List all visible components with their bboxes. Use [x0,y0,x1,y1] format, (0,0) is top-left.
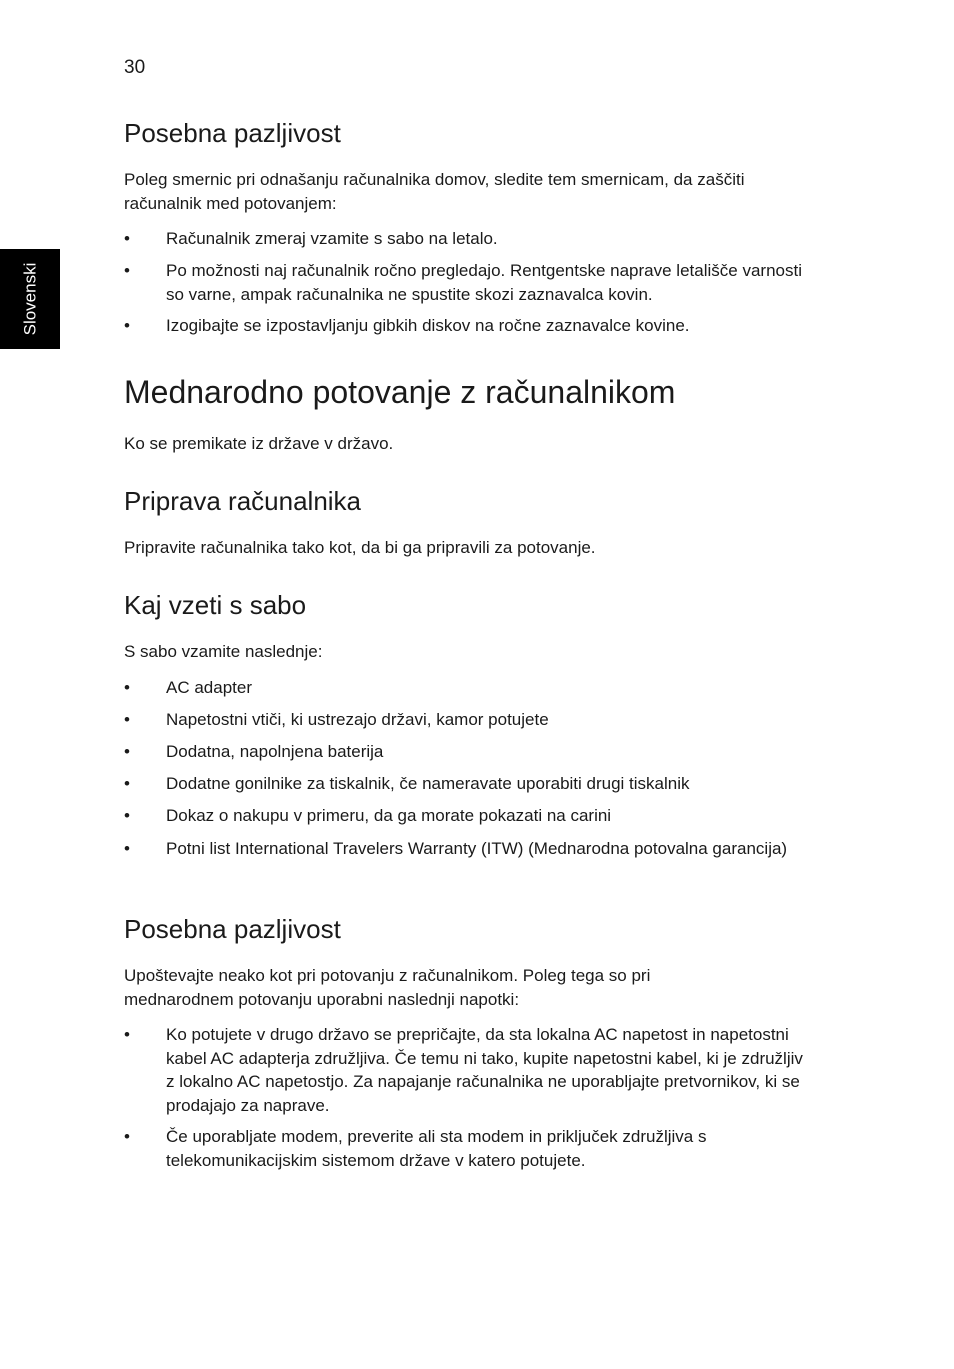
section-intro: Poleg smernic pri odnašanju računalnika domov, sledite tem smernicam, da zaščiti računalnik med potovanjem: [124,170,745,213]
list-item: • AC adapter [124,676,814,700]
bullet-icon: • [124,678,130,697]
list-item: • Računalnik zmeraj vzamite s sabo na letalo. [124,227,814,251]
list-item: • Dodatna, napolnjena baterija [124,740,814,764]
section-intro: Upoštevajte neako kot pri potovanju z računalnikom. Poleg tega so pri mednarodnem potovanju uporabni naslednji napotki: [124,966,651,1009]
list-item: • Po možnosti naj računalnik ročno pregledajo. Rentgentske naprave letališče varnosti so varne, ampak računalnika ne spustite skozi zaznavalca kovin. [124,261,802,304]
page-title: Mednarodno potovanje z računalnikom [124,374,676,410]
section-heading: Posebna pazljivost [124,914,341,944]
bullet-icon: • [124,710,130,729]
bullet-icon: • [124,742,130,761]
bullet-icon: • [124,261,130,280]
bullet-icon: • [124,1127,130,1146]
bullet-icon: • [124,316,130,335]
section-intro: Ko se premikate iz države v državo. [124,434,394,453]
list-item: • Izogibajte se izpostavljanju gibkih diskov na ročne zaznavalce kovine. [124,314,814,338]
section-heading: Kaj vzeti s sabo [124,590,307,620]
bullet-icon: • [124,839,130,858]
section-heading: Priprava računalnika [124,486,362,516]
language-tab-label: Slovenski [20,262,40,336]
list-item: • Če uporabljate modem, preverite ali sta modem in priključek združljiva s telekomunikacijskim sistemom države v katero potujete. [124,1127,707,1170]
list-item: • Potni list International Travelers Warranty (ITW) (Mednarodna potovalna garancija) [124,837,814,861]
list-item: • Dodatne gonilnike za tiskalnik, če nameravate uporabiti drugi tiskalnik [124,772,814,796]
page-number: 30 [124,57,146,78]
bullet-icon: • [124,229,130,248]
section-heading: Posebna pazljivost [124,118,341,148]
section-body: Pripravite računalnika tako kot, da bi ga pripravili za potovanje. [124,538,596,557]
list-item: • Ko potujete v drugo državo se prepričajte, da sta lokalna AC napetost in napetostni kabel AC adapterja združljiva. Če temu ni tako, kupite napetostni kabel, ki je združljiv z lokalno AC napetostjo. Za napajanje računalnika ne uporabljajte pretvornikov, ki se prodajajo za naprave. [124,1025,803,1115]
bullet-icon: • [124,774,130,793]
bullet-icon: • [124,806,130,825]
language-tab [0,249,60,349]
list-item: • Dokaz o nakupu v primeru, da ga morate pokazati na carini [124,804,814,828]
bullet-icon: • [124,1025,130,1044]
list-item: • Napetostni vtiči, ki ustrezajo državi, kamor potujete [124,708,814,732]
section-intro: S sabo vzamite naslednje: [124,642,323,661]
